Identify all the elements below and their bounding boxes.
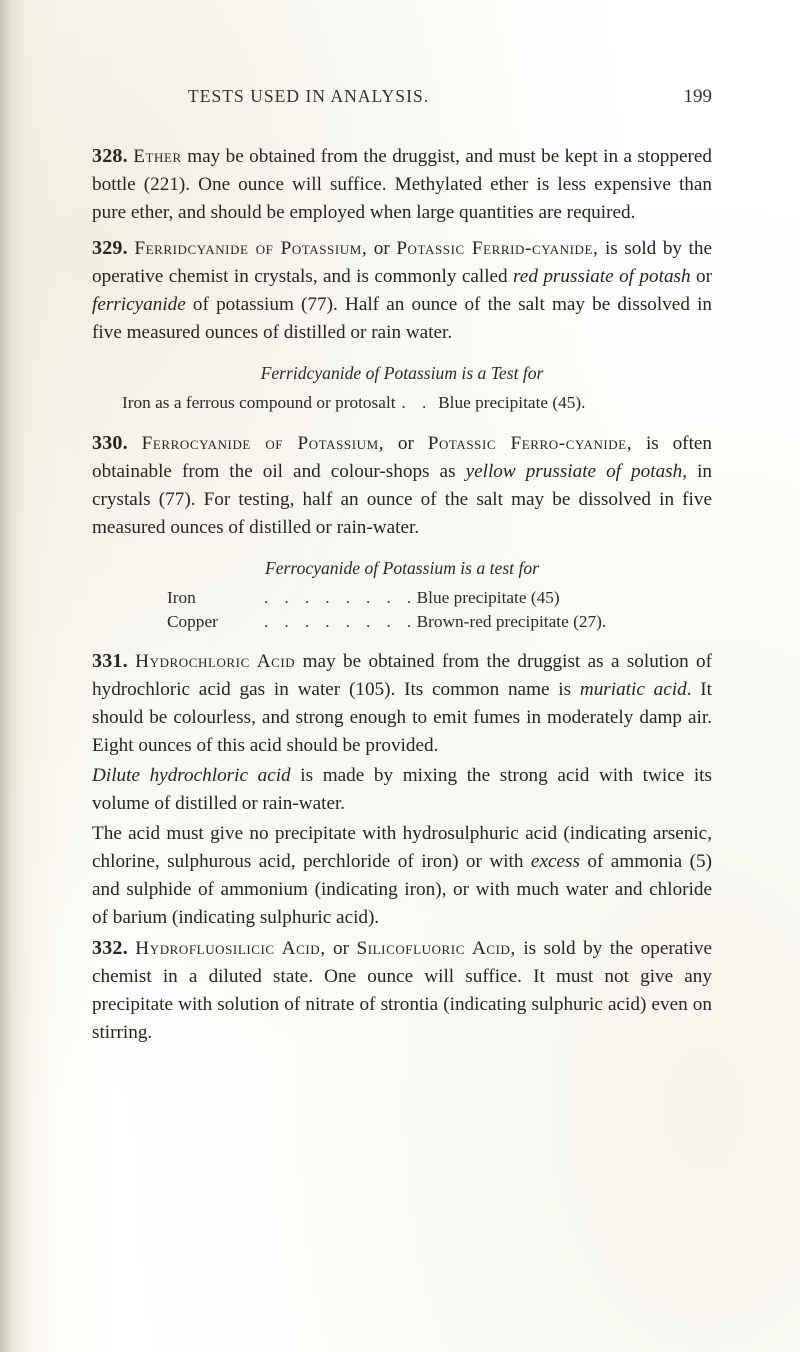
ferrocyanide-test-table bbox=[92, 558, 712, 634]
section-329-italic-a: red prussiate of potash bbox=[513, 266, 691, 288]
table-row bbox=[122, 391, 682, 415]
section-332-number: 332. bbox=[92, 936, 128, 959]
section-331-number: 331. bbox=[92, 650, 128, 673]
ferridcyanide-test-table bbox=[92, 363, 712, 415]
table-body bbox=[167, 586, 637, 634]
page-content bbox=[92, 86, 712, 1047]
table-cell-leader: . . bbox=[401, 392, 433, 412]
section-331-paragraph bbox=[92, 647, 712, 760]
table-cell-label: Iron bbox=[167, 587, 196, 607]
section-332-text-a: or bbox=[325, 937, 357, 959]
dilute-acid-paragraph bbox=[92, 762, 712, 818]
page-number: 199 bbox=[683, 86, 712, 107]
table-cell-leader: . . . . . . . . bbox=[264, 587, 417, 607]
table-body bbox=[122, 391, 682, 415]
table-cell-leader: . . . . . . . . bbox=[264, 611, 417, 631]
acid-purity-paragraph bbox=[92, 820, 712, 932]
section-331-lead: Hydrochloric Acid bbox=[135, 651, 296, 673]
table-caption: Ferridcyanide of Potassium is a Test for bbox=[260, 362, 544, 383]
acid-purity-italic: excess bbox=[530, 851, 580, 873]
section-329-text-a: or bbox=[367, 237, 397, 259]
section-328-text: may be obtained from the druggist, and must be kept in a stoppered bottle (221). One ounce will suffice. Methylated ether is less expensive than pure ether, and should be employed when large quantities are required. bbox=[92, 146, 712, 224]
section-331-italic-a: muriatic acid bbox=[579, 679, 687, 701]
section-332-lead-alt: Silicofluoric Acid, bbox=[356, 937, 516, 959]
table-row bbox=[167, 586, 637, 610]
running-head bbox=[92, 86, 712, 108]
acid-purity-text-a: The acid must give no precipitate with hydrosulphuric acid (indicating arsenic, chlorine, sulphurous acid, perchloride of iron) or with bbox=[92, 823, 712, 873]
section-330-paragraph bbox=[92, 429, 712, 542]
table-caption: Ferrocyanide of Potassium is a test for bbox=[265, 557, 539, 578]
section-332-paragraph bbox=[92, 934, 712, 1047]
section-329-text-b: is sold by the operative chemist in crystals, and is commonly called bbox=[92, 237, 712, 288]
section-329-text-d: of potassium (77). Half an ounce of the salt may be dissolved in five measured ounces of distilled or rain water. bbox=[92, 294, 712, 343]
section-330-text-a: or bbox=[384, 432, 428, 454]
section-329-lead: Ferridcyanide of Potassium, bbox=[134, 237, 368, 259]
section-329-italic-b: ferricyanide bbox=[92, 294, 186, 315]
section-328-lead: Ether bbox=[133, 146, 182, 167]
section-328-paragraph bbox=[92, 142, 712, 227]
table-cell-value: Brown-red precipitate (27). bbox=[416, 611, 607, 631]
table-cell-value: Blue precipitate (45). bbox=[438, 392, 586, 412]
table-cell-label: Iron as a ferrous compound or protosalt bbox=[122, 392, 396, 412]
acid-purity-text-b: of ammonia (5) and sulphide of ammonium (indicating iron), or with much water and chloride of barium (indicating sulphuric acid). bbox=[92, 851, 713, 928]
section-329-text-c: or bbox=[690, 266, 713, 288]
section-330-text-b: is often obtainable from the oil and colour-shops as bbox=[92, 432, 713, 482]
section-330-lead-alt: Potassic Ferro-cyanide, bbox=[427, 432, 633, 454]
section-332-lead: Hydrofluosilicic Acid, bbox=[135, 937, 326, 959]
section-330-number: 330. bbox=[92, 431, 128, 454]
dilute-acid-italic: Dilute hydrochloric acid bbox=[92, 765, 291, 787]
section-328-number: 328. bbox=[92, 145, 128, 167]
table-row bbox=[167, 610, 637, 634]
section-329-number: 329. bbox=[92, 236, 128, 259]
table-cell-label: Copper bbox=[167, 611, 218, 631]
section-331-text-b: . It should be colourless, and strong enough to emit fumes in moderately damp air. Eight ounces of this acid should be provided. bbox=[92, 679, 712, 757]
section-330-text-c: , in crystals (77). For testing, half an ounce of the salt may be dissolved in five measured ounces of distilled or rain-water. bbox=[92, 460, 712, 538]
spacer bbox=[92, 227, 712, 234]
running-head-title: TESTS USED IN ANALYSIS. bbox=[188, 86, 430, 106]
section-329-lead-alt: Potassic Ferrid-cyanide, bbox=[396, 237, 599, 259]
section-330-lead: Ferrocyanide of Potassium, bbox=[141, 432, 385, 454]
section-329-paragraph bbox=[92, 234, 712, 347]
section-330-italic-a: yellow prussiate of potash bbox=[465, 460, 683, 482]
section-332-text-b: is sold by the operative chemist in a diluted state. One ounce will suffice. It must not give any precipitate with solution of nitrate of strontia (indicating sulphuric acid) even on stirring. bbox=[92, 937, 713, 1043]
dilute-acid-text: is made by mixing the strong acid with twice its volume of distilled or rain-water. bbox=[92, 765, 712, 815]
section-331-text: may be obtained from the druggist as a solution of hydrochloric acid gas in water (105). Its common name is bbox=[92, 651, 712, 701]
page-edge-shadow bbox=[0, 0, 26, 1352]
table-cell-value: Blue precipitate (45) bbox=[416, 587, 560, 607]
